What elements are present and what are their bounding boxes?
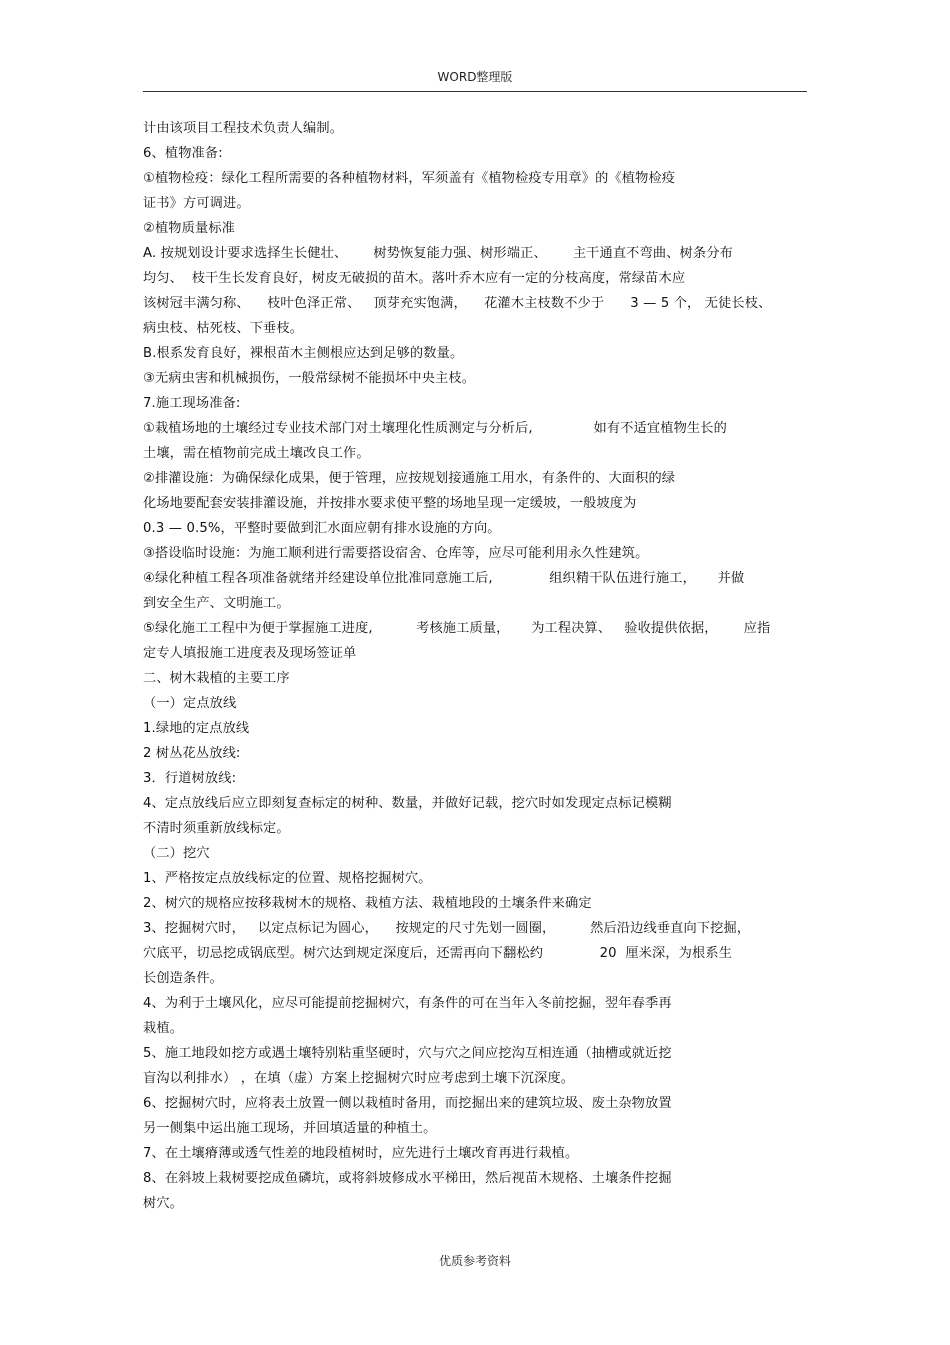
text-line: 盲沟以利排水） ，在填（虚）方案上挖掘树穴时应考虑到土壤下沉深度。 (143, 1071, 575, 1086)
text-line: A. 按规划设计要求选择生长健壮、 树势恢复能力强、树形端正、 主干通直不弯曲、树条分布 (143, 246, 733, 261)
text-line: 8、在斜坡上栽树要挖成鱼磷坑，或将斜坡修成水平梯田，然后视苗木规格、土壤条件挖掘 (143, 1171, 672, 1186)
text-line: 6、挖掘树穴时，应将表土放置一侧以栽植时备用，而挖掘出来的建筑垃圾、废土杂物放置 (143, 1096, 672, 1111)
text-line: ①栽植场地的土壤经过专业技术部门对土壤理化性质测定与分析后, 如有不适宜植物生长的 (143, 421, 727, 436)
text-line: 2、树穴的规格应按移栽树木的规格、栽植方法、栽植地段的土壤条件来确定 (143, 896, 592, 911)
text-line: ④绿化种植工程各项准备就绪并经建设单位批准同意施工后, 组织精干队伍进行施工， 并做 (143, 571, 745, 586)
text-line: 均匀、 枝干生长发育良好，树皮无破损的苗木。落叶乔木应有一定的分枝高度，常绿苗木应 (143, 271, 686, 286)
page-footer: 优质参考资料 (438, 1254, 511, 1268)
text-line: 另一侧集中运出施工现场，并回填适量的种植土。 (143, 1121, 437, 1136)
text-line: 病虫枝、枯死枝、下垂枝。 (143, 321, 304, 336)
text-line: 0.3 — 0.5%，平整时要做到汇水面应朝有排水设施的方向。 (143, 521, 501, 536)
text-line: 1、严格按定点放线标定的位置、规格挖掘树穴。 (143, 871, 432, 886)
text-line: 4、为利于土壤风化，应尽可能提前挖掘树穴，有条件的可在当年入冬前挖掘，翌年春季再 (143, 996, 672, 1011)
text-line: 不清时须重新放线标定。 (143, 821, 290, 836)
text-line: 证书》方可调进。 (143, 196, 250, 211)
subsection-heading: （一）定点放线 (143, 696, 237, 711)
text-line: ②植物质量标准 (143, 221, 235, 236)
text-line: ③搭设临时设施：为施工顺利进行需要搭设宿舍、仓库等，应尽可能利用永久性建筑。 (143, 546, 649, 561)
text-line: 土壤，需在植物前完成土壤改良工作。 (143, 446, 370, 461)
text-line: 4、定点放线后应立即刻复查标定的树种、数量，并做好记载，挖穴时如发现定点标记模糊 (143, 796, 672, 811)
text-line: 计由该项目工程技术负责人编制。 (143, 121, 344, 136)
text-line: 2 树丛花丛放线: (143, 746, 241, 761)
text-line: 5、施工地段如挖方或遇土壤特别粘重坚硬时，穴与穴之间应挖沟互相连通（抽槽或就近挖 (143, 1046, 672, 1061)
text-line: 7、在土壤瘠薄或透气性差的地段植树时，应先进行土壤改育再进行栽植。 (143, 1146, 579, 1161)
text-line: B.根系发育良好，裸根苗木主侧根应达到足够的数量。 (143, 346, 464, 361)
text-line: 化场地要配套安装排灌设施，并按排水要求使平整的场地呈现一定缓坡，一般坡度为 (143, 496, 637, 511)
header-divider (143, 91, 807, 92)
text-line: 穴底平，切忌挖成锅底型。树穴达到规定深度后，还需再向下翻松约 20 厘米深，为根系生 (143, 946, 733, 961)
section-heading: 二、树木栽植的主要工序 (143, 671, 290, 686)
text-line: ②排灌设施：为确保绿化成果，便于管理，应按规划接通施工用水，有条件的、大面积的绿 (143, 471, 676, 486)
text-line: 树穴。 (143, 1196, 184, 1211)
text-line: 1.绿地的定点放线 (143, 721, 250, 736)
text-line: 该树冠丰满匀称、 枝叶色泽正常、 顶芽充实饱满， 花灌木主枝数不少于 3 — 5 个， 无徒长枝、 (143, 296, 772, 311)
text-line: ①植物检疫：绿化工程所需要的各种植物材料，军须盖有《植物检疫专用章》的《植物检疫 (143, 171, 676, 186)
page-header: WORD整理版 (437, 70, 513, 84)
subsection-heading: （二）挖穴 (143, 846, 210, 861)
text-line: 6、植物准备: (143, 146, 223, 161)
text-line: ⑤绿化施工工程中为便于掌握施工进度, 考核施工质量， 为工程决算、 验收提供依据， 应指 (143, 621, 771, 636)
text-line: ③无病虫害和机械损伤，一般常绿树不能损坏中央主枝。 (143, 371, 476, 386)
text-line: 定专人填报施工进度表及现场签证单 (143, 646, 357, 661)
text-line: 栽植。 (143, 1021, 184, 1036)
text-line: 3．行道树放线: (143, 771, 237, 786)
text-line: 3、挖掘树穴时， 以定点标记为圆心， 按规定的尺寸先划一圆圈， 然后沿边线垂直向下挖掘， (143, 921, 751, 936)
text-line: 7.施工现场准备: (143, 396, 241, 411)
text-line: 长创造条件。 (143, 971, 224, 986)
text-line: 到安全生产、文明施工。 (143, 596, 290, 611)
